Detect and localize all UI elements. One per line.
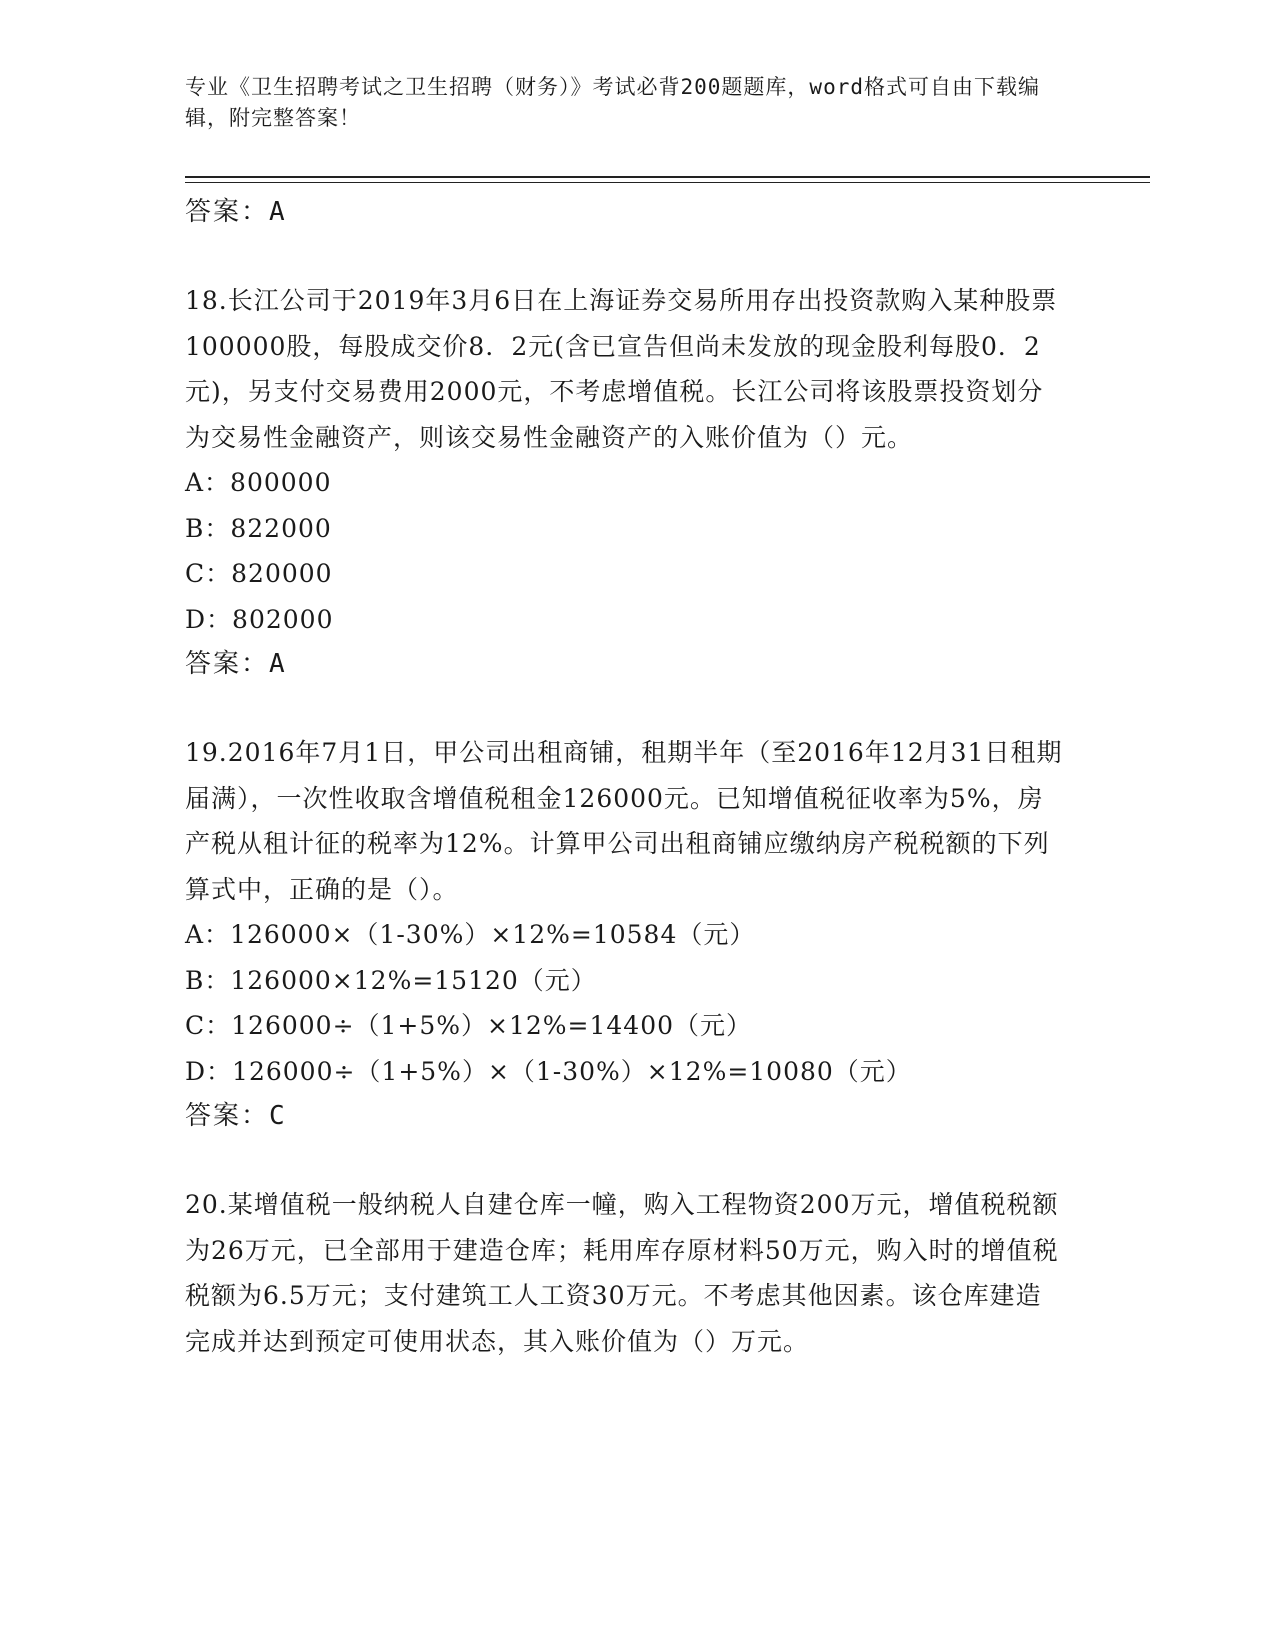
option-b: B：822000 bbox=[185, 513, 332, 543]
document-body bbox=[185, 190, 1085, 1364]
question-stem: 18.长江公司于2019年3月6日在上海证券交易所用存出投资款购入某种股票100000股，每股成交价8．2元(含已宣告但尚未发放的现金股利每股0．2元)，另支付交易费用2000元，不考虑增值税。长江公司将该股票投资划分为交易性金融资产，则该交易性金融资产的入账价值为（）元。 bbox=[185, 286, 1058, 452]
answer-label: 答案：A bbox=[185, 649, 287, 679]
spacer bbox=[185, 1138, 1085, 1182]
answer-label: 答案：A bbox=[185, 197, 287, 227]
spacer bbox=[185, 234, 1085, 278]
question-stem: 20.某增值税一般纳税人自建仓库一幢，购入工程物资200万元，增值税税额为26万元，已全部用于建造仓库；耗用库存原材料50万元，购入时的增值税税额为6.5万元；支付建筑工人工资30万元。不考虑其他因素。该仓库建造完成并达到预定可使用状态，其入账价值为（）万元。 bbox=[185, 1190, 1059, 1356]
option-a: A：800000 bbox=[185, 468, 332, 497]
question-stem: 19.2016年7月1日，甲公司出租商铺，租期半年（至2016年12月31日租期届满），一次性收取含增值税租金126000元。已知增值税征收率为5%，房产税从租计征的税率为12%。计算甲公司出租商铺应缴纳房产税税额的下列算式中，正确的是（）。 bbox=[185, 738, 1063, 904]
option-c: C：126000÷（1+5%）×12%=14400（元） bbox=[185, 1011, 753, 1040]
question-20 bbox=[185, 1182, 1085, 1364]
question-18 bbox=[185, 278, 1085, 686]
question-19 bbox=[185, 730, 1085, 1138]
option-a: A：126000×（1-30%）×12%=10584（元） bbox=[185, 920, 756, 949]
document-header: 专业《卫生招聘考试之卫生招聘（财务）》考试必背200题题库，word格式可自由下载编辑，附完整答案！ bbox=[185, 75, 1040, 130]
option-b: B：126000×12%=15120（元） bbox=[185, 965, 597, 995]
option-c: C：820000 bbox=[185, 559, 333, 588]
header-rule-thin bbox=[185, 182, 1150, 183]
answer-label: 答案：C bbox=[185, 1101, 287, 1131]
option-d: D：802000 bbox=[185, 604, 334, 634]
option-d: D：126000÷（1+5%）×（1-30%）×12%=10080（元） bbox=[185, 1056, 912, 1086]
spacer bbox=[185, 686, 1085, 730]
header-rule-thick bbox=[185, 176, 1150, 178]
